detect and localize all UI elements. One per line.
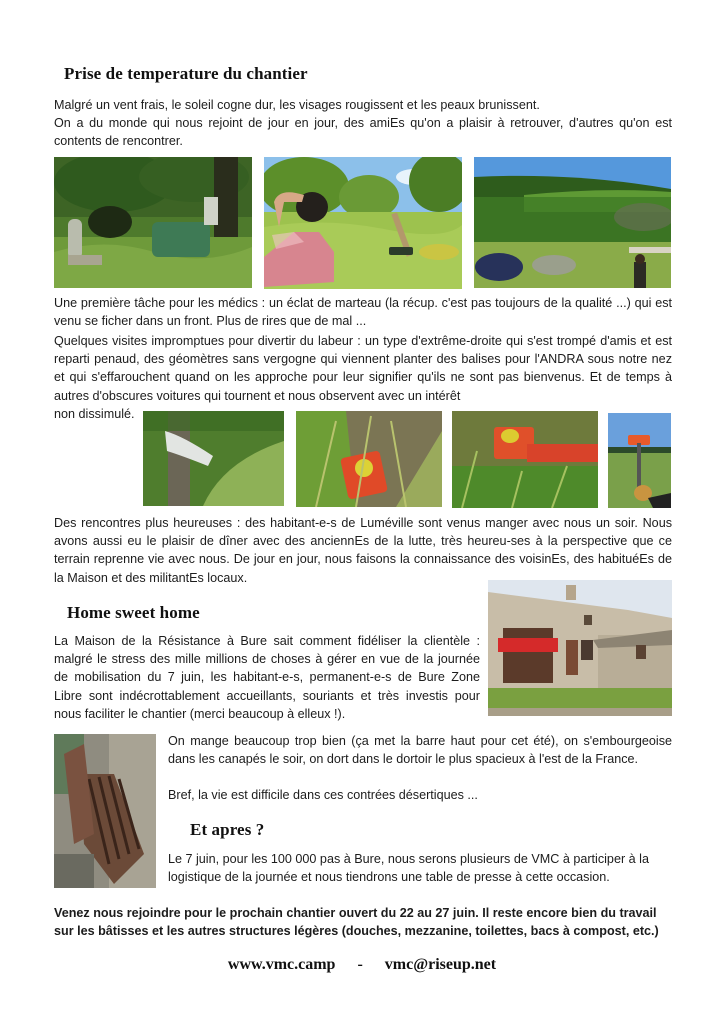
paragraph-visits: Quelques visites impromptues pour divertir du labeur : un type d'extrême-droite qui s'est trompé d'amis et est reparti penaud, des géomètres sans vergogne qui viennent planter des balises pour l'ANDRA sous notre nez et qui s'effarouchent quand on les approche pour leur signifier qu'ils ne sont pas bienvenus. Et de temps à autres d'obscures voitures qui tournent et nous observent avec un intérêt xyxy=(54,334,672,403)
footer-separator: - xyxy=(357,956,363,973)
paragraph-encounters: Des rencontres plus heureuses : des habitant-e-s de Luméville sont venus manger avec nous un soir. Nous avons aussi eu le plaisir de dîner avec des anciennEs de la lutte, très heureu-ses à la perspective que ce terrain reprenne vie avec nous. De jour en jour, nous faisons la connaissance des voisinEs, des habituéEs de la Maison et des militantEs locaux. xyxy=(54,516,672,585)
section-heading-home: Home sweet home xyxy=(67,603,200,622)
paragraph-june-7: Le 7 juin, pour les 100 000 pas à Bure, nous serons plusieurs de VMC à participer à la logistique de la journée et nous tiendrons une table de presse à cette occasion. xyxy=(168,852,649,885)
paragraph-desert-joke: Bref, la vie est difficile dans ces contrées désertiques ... xyxy=(168,788,478,802)
section-heading-after: Et apres ? xyxy=(190,820,265,839)
photo-animal-skull-on-tree xyxy=(143,411,284,506)
photo-orange-survey-stake xyxy=(452,411,598,508)
paragraph-visits-end: non dissimulé. xyxy=(54,407,135,421)
section-heading-temperature: Prise de temperature du chantier xyxy=(64,64,308,83)
email-link[interactable]: vmc@riseup.net xyxy=(384,956,497,973)
callout-next-worksite: Venez nous rejoindre pour le prochain chantier ouvert du 22 au 27 juin. Il reste encore bien du travail sur les bâtisses et les autres structures légères (douches, mezzanine, toilettes, bacs à compost, etc.) xyxy=(54,906,659,939)
photo-field-with-hill xyxy=(474,157,671,288)
paragraph-maison: La Maison de la Résistance à Bure sait comment fidéliser la clientèle : malgré le stress des mille millions de choses à gérer en vue de la journée de mobilisation du 7 juin, les habitant-e-s, permanent-e-s de Bure Zone Libre sont indécrottablement accueillants, souriants et très investis pour nous faciliter le chantier (merci beaucoup à elleux !). xyxy=(54,634,480,721)
photo-woven-instrument xyxy=(54,734,156,888)
intro-paragraph xyxy=(54,96,672,151)
photo-orange-survey-marker xyxy=(296,411,442,507)
photo-person-lying-in-grass xyxy=(264,157,462,289)
photo-maison-resistance-house xyxy=(488,580,672,716)
photo-armchair-garden xyxy=(54,157,252,288)
paragraph-food-and-sleep: On mange beaucoup trop bien (ça met la barre haut pour cet été), on s'embourgeoise dans les canapés le soir, on dort dans le dortoir le plus spacieux à l'est de la France. xyxy=(168,734,672,767)
intro-line-1: Malgré un vent frais, le soleil cogne dur, les visages rougissent et les peaux brunissent. xyxy=(54,98,540,112)
website-link[interactable]: www.vmc.camp xyxy=(227,956,336,973)
intro-line-2: On a du monde qui nous rejoint de jour en jour, des amiEs qu'on a plaisir à retrouver, d'autres qu'on est contents de rencontrer. xyxy=(54,116,672,149)
footer-contact xyxy=(0,956,724,974)
paragraph-medics: Une première tâche pour les médics : un éclat de marteau (la récup. c'est pas toujours de la qualité ...) qui est venu se ficher dans un front. Plus de rires que de mal ... xyxy=(54,296,672,329)
photo-hand-holding-stake xyxy=(608,413,671,508)
